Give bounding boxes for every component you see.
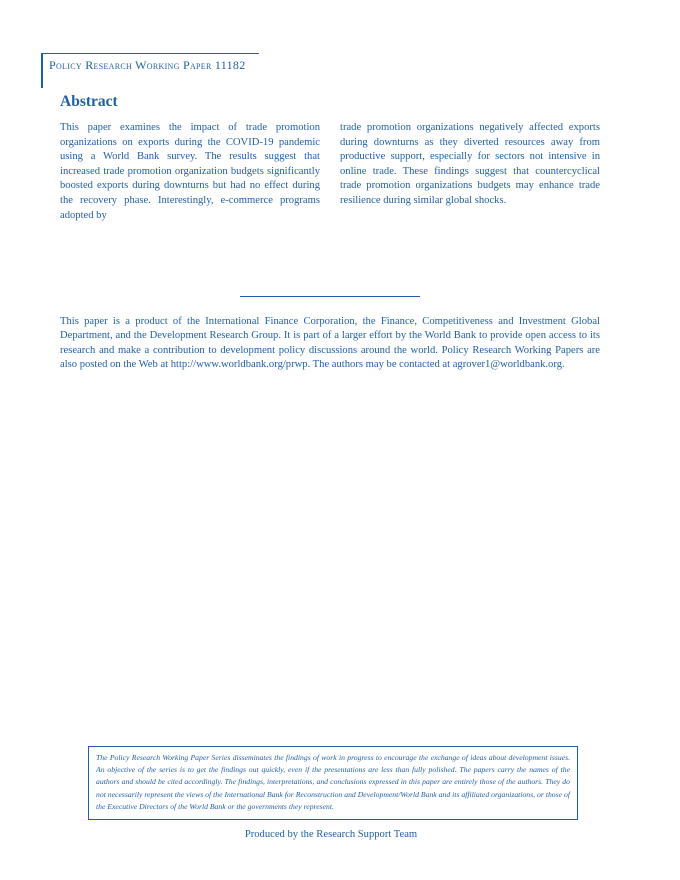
abstract-column-left: This paper examines the impact of trade promotion organizations on exports during the COVID-19 pandemic using a World Bank survey. The results suggest that increased trade promotion organization budgets significantly boosted exports during downturns but had no effect during the recovery phase. Interestingly, e-commerce programs adopted by bbox=[60, 122, 320, 221]
footer-credit: Produced by the Research Support Team bbox=[244, 829, 418, 840]
disclaimer-text: The Policy Research Working Paper Series disseminates the findings of work in progress to encourage the exchange of ideas about development issues. An objective of the series is to get the findings out quickly, even if the presentations are less than fully polished. The papers carry the names of the authors and should be cited accordingly. The findings, interpretations, and conclusions expressed in this paper are entirely those of the authors. They do not necessarily represent the views of the International Bank for Reconstruction and Development/World Bank and its affiliated organizations, or those of the Executive Directors of the World Bank or the governments they represent. bbox=[96, 753, 570, 811]
series-header bbox=[41, 53, 259, 88]
disclaimer-box bbox=[88, 746, 578, 820]
product-note: This paper is a product of the International Finance Corporation, the Finance, Competitiveness and Investment Global Department, and the Development Research Group. It is part of a larger effort by the World Bank to provide open access to its research and make a contribution to development policy discussions around the world. Policy Research Working Papers are also posted on the Web at http://www.worldbank.org/prwp. The authors may be contacted at agrover1@worldbank.org. bbox=[60, 316, 600, 371]
abstract-heading: Abstract bbox=[60, 93, 118, 110]
series-title: Policy Research Working Paper 11182 bbox=[49, 58, 246, 72]
section-divider bbox=[240, 296, 420, 297]
abstract-column-right: trade promotion organizations negatively affected exports during downturns as they diverted resources away from productive support, especially for sectors not intensive in online trade. These findings suggest that countercyclical trade promotion organizations budgets may enhance trade resilience during similar global shocks. bbox=[340, 122, 600, 206]
